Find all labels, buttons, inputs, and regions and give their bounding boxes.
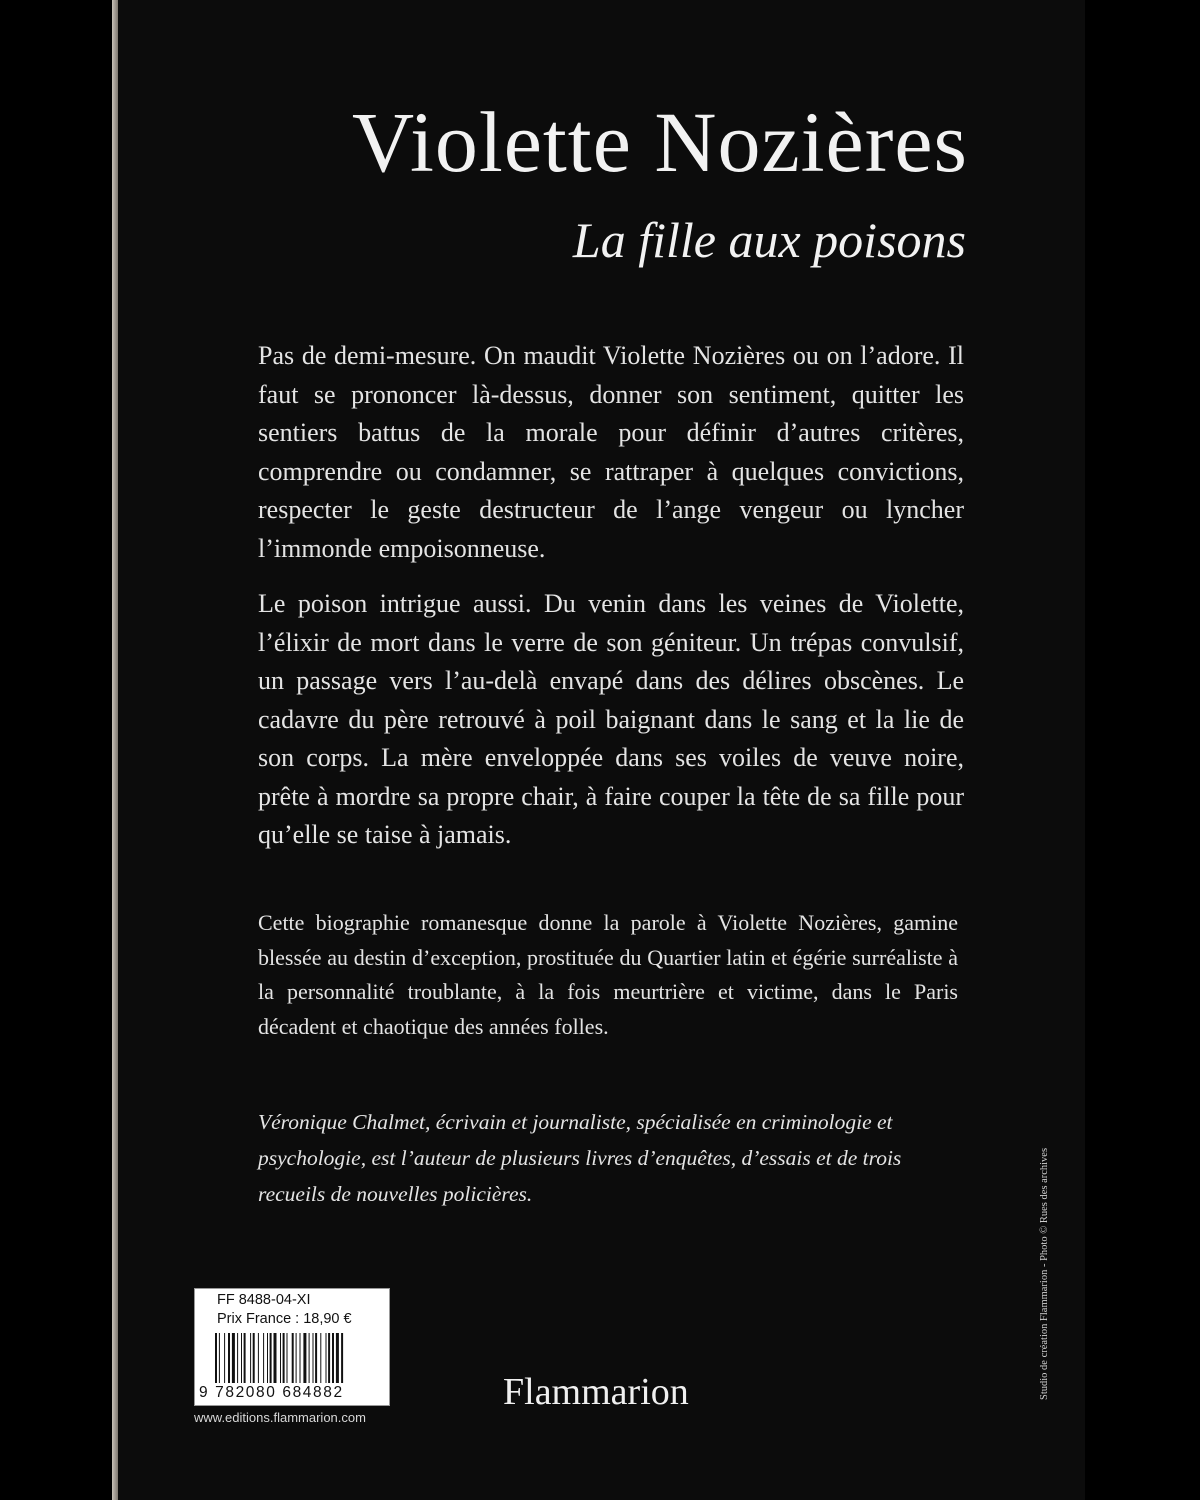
author-bio: Véronique Chalmet, écrivain et journaliste, spécialisée en criminologie et psychologie, est l’auteur de plusieurs livres d’enquêtes, d’essais et de trois recueils de nouvelles policières.: [258, 1110, 902, 1206]
price-label: Prix France : 18,90 €: [217, 1311, 352, 1327]
publisher-website: www.editions.flammarion.com: [194, 1410, 366, 1425]
blurb-paragraph-2: Le poison intrigue aussi. Du venin dans les veines de Violette, l’élixir de mort dans le verre de son géniteur. Un trépas convulsif, un passage vers l’au-delà envapé dans des délires obscènes. Le cadavre du père retrouvé à poil baignant dans le sang et la lie de son corps. La mère enveloppée dans ses voiles de veuve noire, prête à mordre sa propre chair, à faire couper la tête de sa fille pour qu’elle se taise à jamais.: [258, 589, 964, 849]
book-title: Violette Nozières: [352, 94, 968, 190]
publisher-name: Flammarion: [503, 1371, 689, 1413]
barcode-bars: [215, 1333, 383, 1383]
blurb-paragraph-1: Pas de demi-mesure. On maudit Violette Nozières ou on l’adore. Il faut se prononcer là-dessus, donner son sentiment, quitter les sentiers battus de la morale pour définir d’autres critères, comprendre ou condamner, se rattraper à quelques convictions, respecter le geste destructeur de l’ange vengeur ou lyncher l’immonde empoisonneuse.: [258, 341, 964, 563]
blurb-paragraph-3: Cette biographie romanesque donne la parole à Violette Nozières, gamine blessée au destin d’exception, prostituée du Quartier latin et égérie surréaliste à la personnalité troublante, à la fois meurtrière et victime, dans le Paris décadent et chaotique des années folles.: [258, 910, 958, 1039]
isbn-number: 9 782080 684882: [199, 1384, 344, 1401]
barcode-label: [194, 1288, 390, 1406]
book-subtitle: La fille aux poisons: [572, 212, 966, 268]
photo-credit: Studio de création Flammarion - Photo © Rues des archives: [1039, 1147, 1050, 1400]
product-code: FF 8488-04-XI: [217, 1292, 311, 1308]
